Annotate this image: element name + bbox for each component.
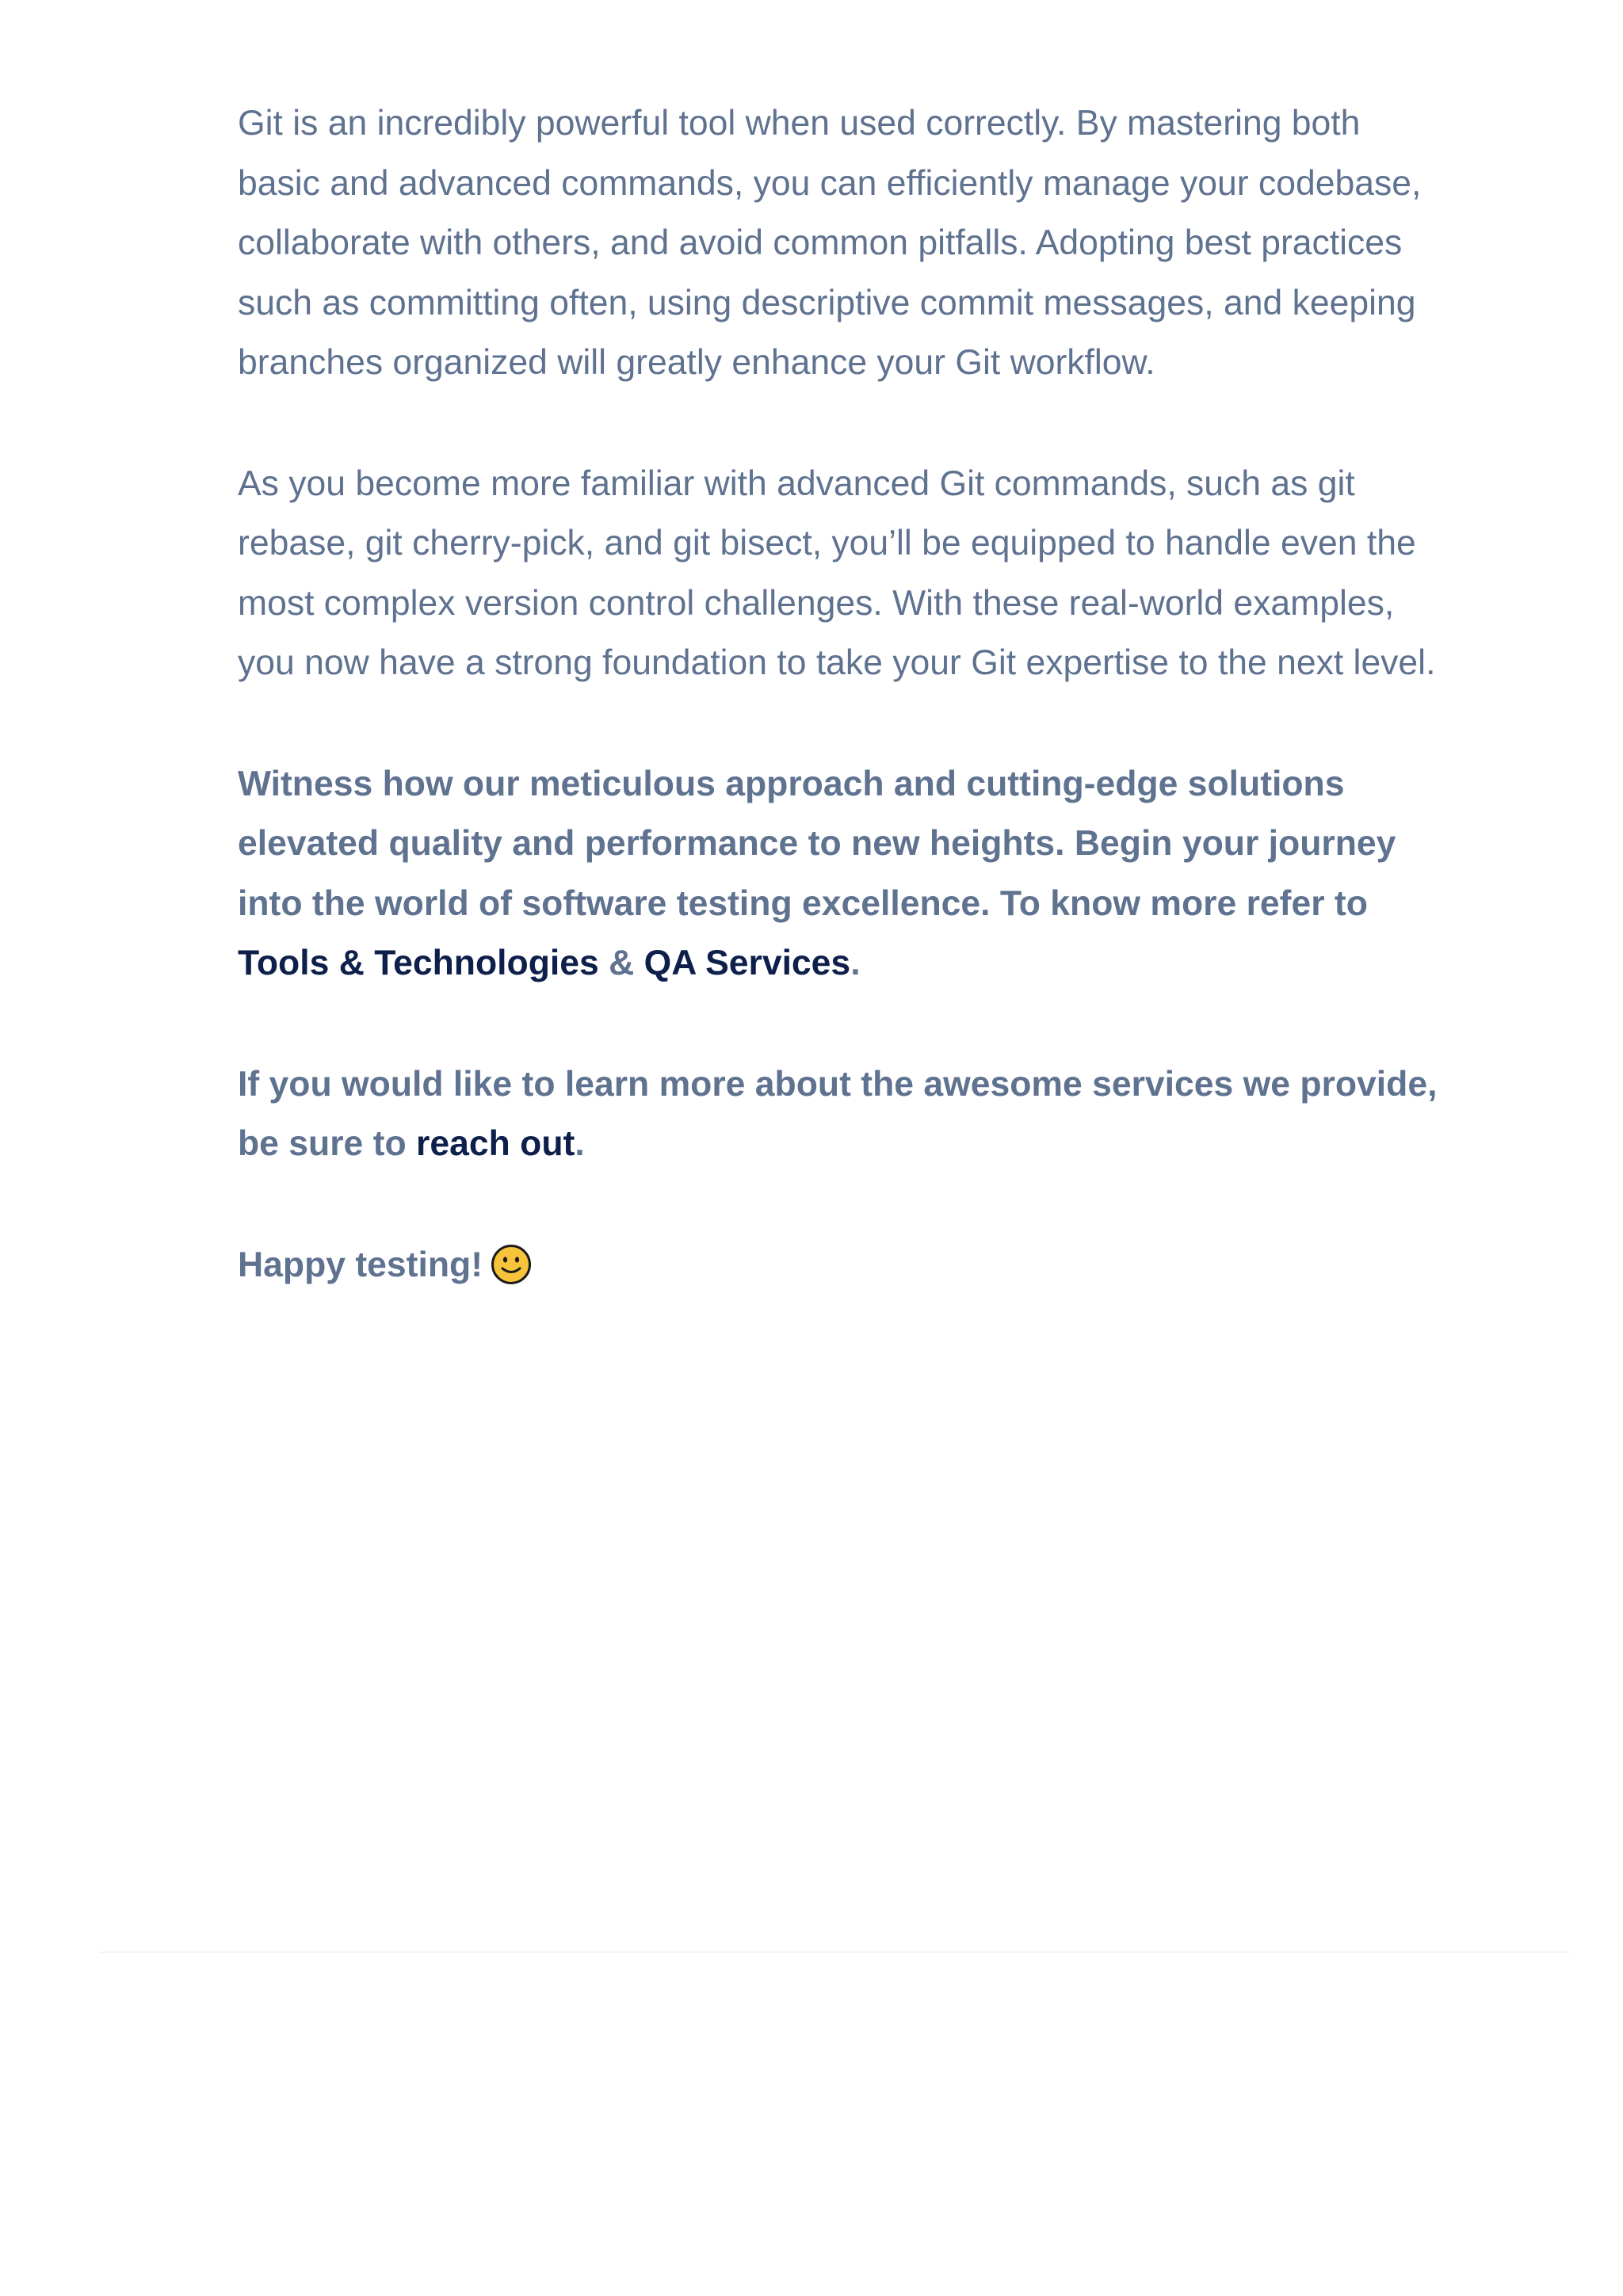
cta-paragraph-contact (238, 1055, 1442, 1174)
contact-text: If you would like to learn more about the awesome services we provide, be sure to (238, 1064, 1438, 1163)
cta-period: . (850, 944, 861, 982)
footer-divider (100, 1951, 1571, 1953)
closing-text: Happy testing! (238, 1245, 483, 1284)
contact-period: . (575, 1124, 585, 1163)
article-body (238, 93, 1442, 1356)
paragraph-git-summary: Git is an incredibly powerful tool when used correctly. By mastering both basic and advanced commands, you can efficiently manage your codebase, collaborate with others, and avoid common pitfalls. Adopting best practices such as committing often, using descriptive commit messages, and keeping branches organized will greatly enhance your Git workflow. (238, 104, 1422, 382)
tools-technologies-link[interactable]: Tools & Technologies (238, 944, 599, 982)
slightly-smiling-face-icon (491, 1244, 532, 1285)
cta-separator: & (598, 944, 644, 982)
cta-paragraph-services (238, 754, 1442, 994)
cta-text: Witness how our meticulous approach and cutting-edge solutions elevated quality and performance to new heights. Begin your journey into the world of software testing excellence. To know more refer to (238, 764, 1396, 923)
paragraph-advanced-commands: As you become more familiar with advanced Git commands, such as git rebase, git cherry-pick, and git bisect, you’ll be equipped to handle even the most complex version control challenges. With these real-world examples, you now have a strong foundation to take your Git expertise to the next level. (238, 463, 1436, 682)
qa-services-link[interactable]: QA Services (643, 944, 851, 982)
reach-out-link[interactable]: reach out (416, 1124, 575, 1163)
closing-line (238, 1235, 1442, 1295)
